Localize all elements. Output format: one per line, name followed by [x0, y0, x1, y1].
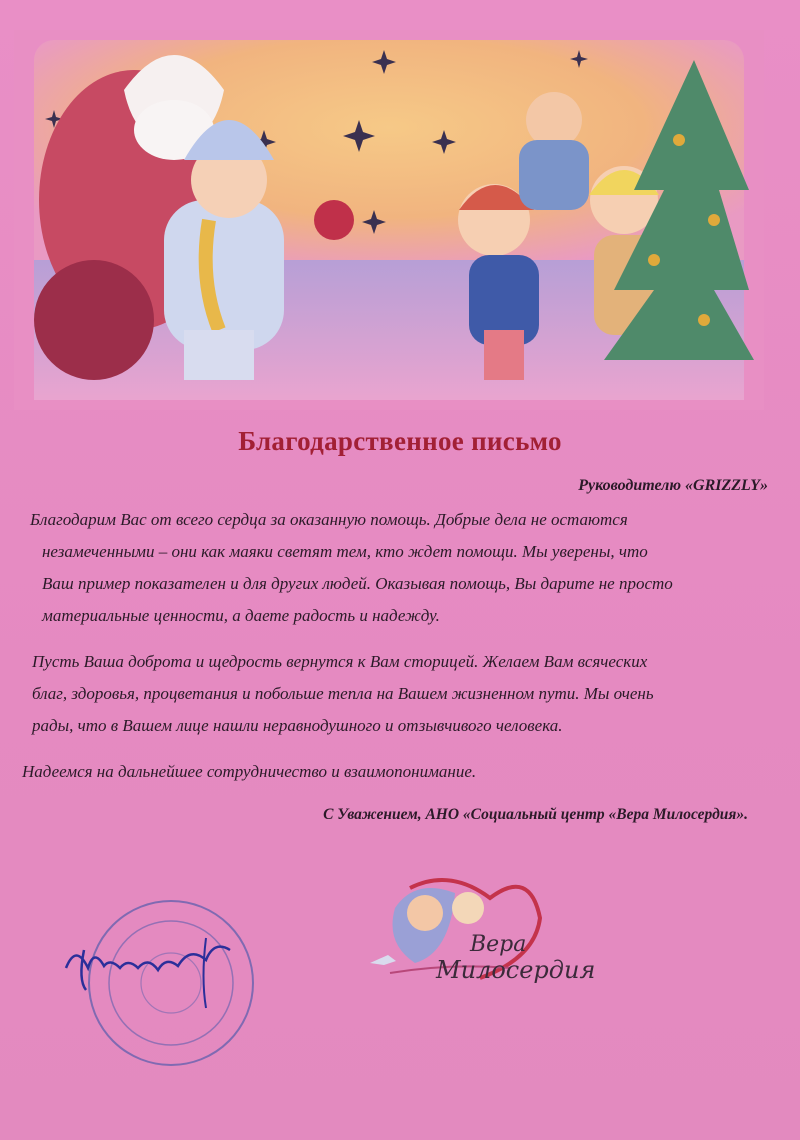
- paragraph-1-line: Благодарим Вас от всего сердца за оказанную помощь. Добрые дела не остаются: [30, 510, 628, 529]
- official-stamp: [56, 878, 256, 1078]
- logo-line-1: Вера: [470, 932, 527, 957]
- letter-title: Благодарственное письмо: [238, 426, 562, 456]
- paragraph-1-line: незамеченными – они как маяки светят тем, кто ждет помощи. Мы уверены, что: [42, 542, 648, 561]
- recipient-line: Руководителю «GRIZZLY»: [578, 477, 768, 494]
- paragraph-1-line: материальные ценности, а даете радость и надежду.: [42, 606, 440, 625]
- paragraph-3-line: Надеемся на дальнейшее сотрудничество и взаимопонимание.: [22, 762, 477, 781]
- christmas-illustration: [14, 30, 764, 410]
- paragraph-3: [22, 756, 762, 788]
- paragraph-2-line: благ, здоровья, процветания и побольше тепла на Вашем жизненном пути. Мы очень: [32, 684, 654, 703]
- paragraph-2: [32, 646, 772, 742]
- paragraph-2-line: рады, что в Вашем лице нашли неравнодушного и отзывчивого человека.: [32, 716, 563, 735]
- paragraph-1: [30, 504, 770, 632]
- paragraph-1-line: Ваш пример показателен и для других людей. Оказывая помощь, Вы дарите не просто: [42, 574, 673, 593]
- closing-signature: С Уважением, АНО «Социальный центр «Вера Милосердия».: [323, 806, 748, 823]
- paragraph-2-line: Пусть Ваша доброта и щедрость вернутся к Вам сторицей. Желаем Вам всяческих: [32, 652, 648, 671]
- logo-line-2: Милосердия: [436, 956, 596, 984]
